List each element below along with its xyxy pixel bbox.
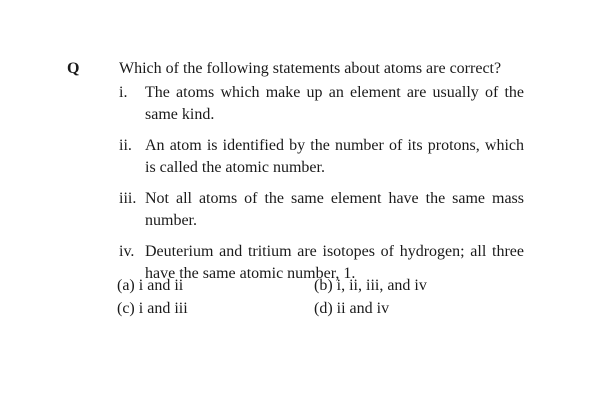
statement-numeral: iii.: [119, 190, 137, 207]
option-label: (b): [314, 277, 333, 294]
answer-options: [117, 275, 477, 320]
statement-text: Deuterium and tritium are isotopes of hydrogen; all three have the same atomic number, 1.: [145, 243, 524, 282]
option-label: (d): [314, 300, 333, 317]
question-text: Which of the following statements about atoms are correct?: [119, 60, 502, 77]
statement-text: The atoms which make up an element are usually of the same kind.: [145, 84, 524, 123]
option-b: [314, 275, 477, 297]
statement-numeral: ii.: [119, 137, 132, 154]
statement-iii: [119, 188, 524, 232]
option-text: i, ii, iii, and iv: [336, 277, 427, 294]
statement-numeral: iv.: [119, 243, 135, 260]
option-label: (c): [117, 300, 135, 317]
statement-list: [119, 82, 524, 294]
option-c: [117, 298, 314, 320]
option-d: [314, 298, 477, 320]
option-text: i and iii: [138, 300, 188, 317]
option-label: (a): [117, 277, 135, 294]
statement-ii: [119, 135, 524, 179]
option-a: [117, 275, 314, 297]
statement-numeral: i.: [119, 84, 128, 101]
option-text: ii and iv: [336, 300, 390, 317]
statement-i: [119, 82, 524, 126]
option-text: i and ii: [138, 277, 184, 294]
statement-text: Not all atoms of the same element have the same mass number.: [145, 190, 524, 229]
statement-text: An atom is identified by the number of its protons, which is called the atomic number.: [145, 137, 524, 176]
question-label: Q: [67, 60, 80, 77]
